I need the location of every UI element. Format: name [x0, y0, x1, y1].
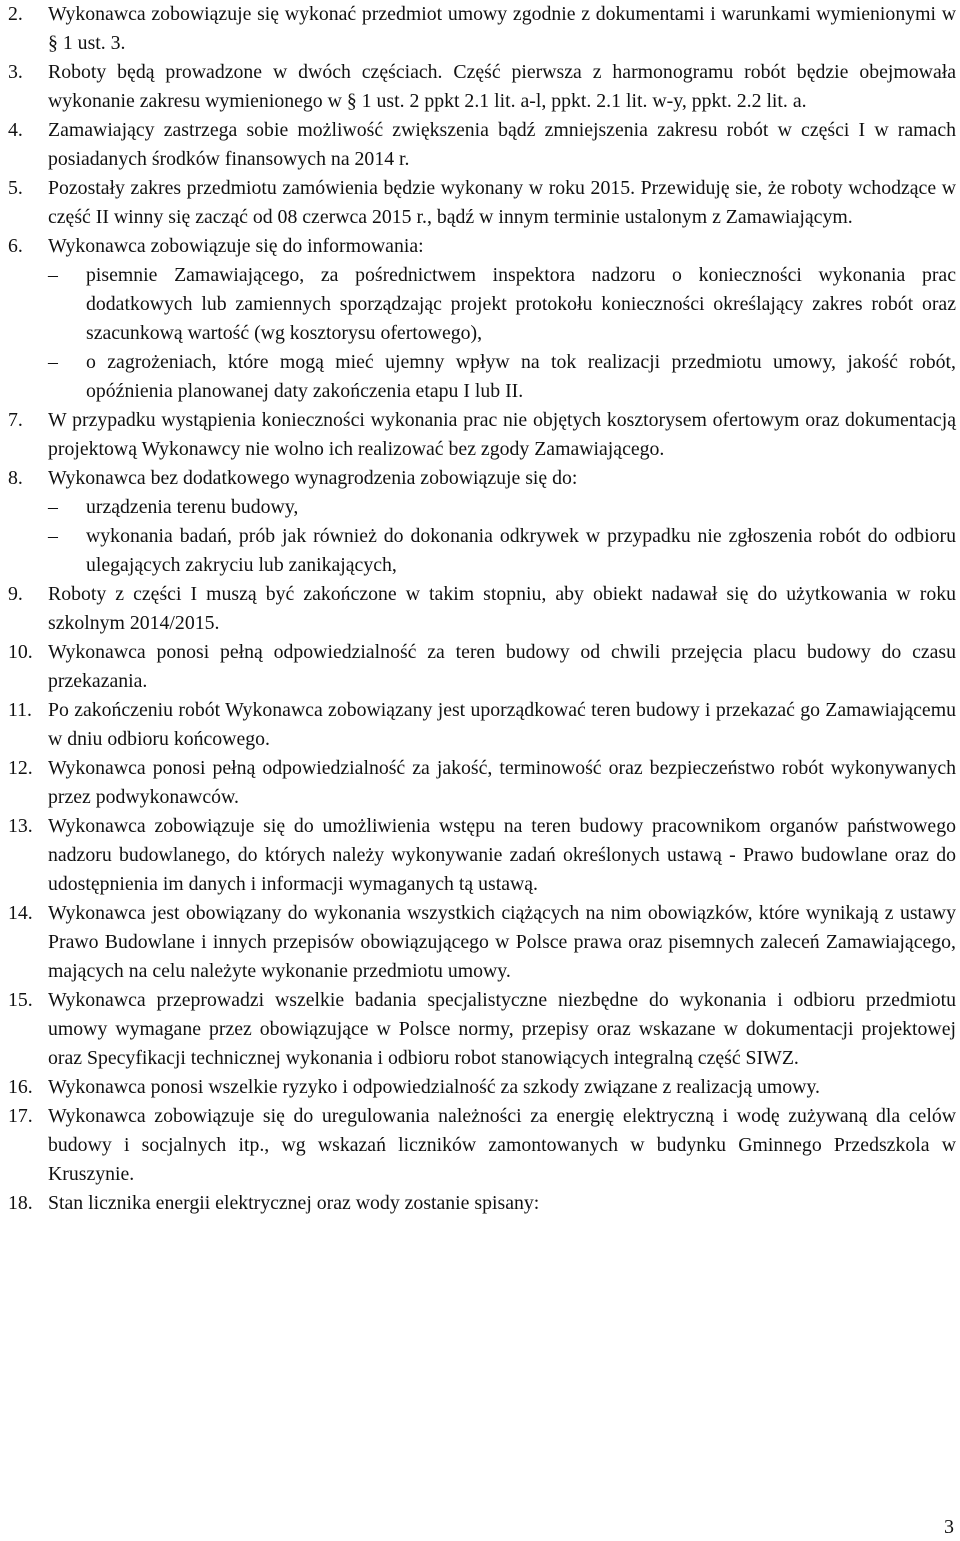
item-number: 8. — [8, 467, 23, 489]
item-text: Wykonawca ponosi pełną odpowiedzialność za jakość, terminowość oraz bezpieczeństwo robót wykonywanych przez podwykonawców. — [48, 757, 956, 808]
item-text: Wykonawca zobowiązuje się do informowania: — [48, 235, 424, 257]
item-number: 7. — [8, 409, 23, 431]
item-number: 13. — [8, 815, 33, 837]
list-item — [8, 638, 956, 696]
item-number: 18. — [8, 1192, 33, 1214]
item-text: Wykonawca jest obowiązany do wykonania wszystkich ciążących na nim obowiązków, które wynikają z ustawy Prawo Budowlane i innych przepisów obowiązującego w Polsce prawa oraz pisemnych zaleceń Zamawiającego, mających na celu należyte wykonanie przedmiotu umowy. — [48, 902, 956, 982]
item-number: 16. — [8, 1076, 33, 1098]
item-text: Wykonawca zobowiązuje się do umożliwienia wstępu na teren budowy pracownikom organów państwowego nadzoru budowlanego, do których należy wykonywanie zadań określonych ustawą - Prawo budowlane oraz do udostępnienia im danych i informacji wymaganych tą ustawą. — [48, 815, 956, 895]
item-number: 12. — [8, 757, 33, 779]
item-number: 3. — [8, 61, 23, 83]
dash-marker: – — [48, 264, 58, 286]
dash-list — [48, 261, 956, 406]
page-number: 3 — [944, 1516, 954, 1538]
dash-marker: – — [48, 525, 58, 547]
list-item — [8, 899, 956, 986]
dash-item-text: urządzenia terenu budowy, — [86, 496, 299, 518]
dash-list-item — [48, 493, 956, 522]
item-number: 6. — [8, 235, 23, 257]
item-text: Roboty z części I muszą być zakończone w takim stopniu, aby obiekt nadawał się do użytkowania w roku szkolnym 2014/2015. — [48, 583, 956, 634]
dash-item-text: o zagrożeniach, które mogą mieć ujemny wpływ na tok realizacji przedmiotu umowy, jakość robót, opóźnienia planowanej daty zakończenia etapu I lub II. — [86, 351, 956, 402]
item-number: 11. — [8, 699, 32, 721]
list-item — [8, 0, 956, 58]
list-item — [8, 464, 956, 580]
item-text: Stan licznika energii elektrycznej oraz wody zostanie spisany: — [48, 1192, 540, 1214]
item-text: Po zakończeniu robót Wykonawca zobowiązany jest uporządkować teren budowy i przekazać go Zamawiającemu w dniu odbioru końcowego. — [48, 699, 956, 750]
item-number: 10. — [8, 641, 33, 663]
dash-list — [48, 493, 956, 580]
item-number: 15. — [8, 989, 33, 1011]
list-item — [8, 1102, 956, 1189]
list-item — [8, 58, 956, 116]
dash-marker: – — [48, 351, 58, 373]
item-text: Roboty będą prowadzone w dwóch częściach. Część pierwsza z harmonogramu robót będzie obejmowała wykonanie zakresu wymienionego w § 1 ust. 2 ppkt 2.1 lit. a-l, ppkt. 2.1 lit. w-y, ppkt. 2.2 lit. a. — [48, 61, 956, 112]
item-text: Wykonawca przeprowadzi wszelkie badania specjalistyczne niezbędne do wykonania i odbioru przedmiotu umowy wymagane przez obowiązujące w Polsce normy, przepisy oraz wskazane w dokumentacji projektowej oraz Specyfikacji technicznej wykonania i odbioru robot stanowiących integralną część SIWZ. — [48, 989, 956, 1069]
list-item — [8, 232, 956, 406]
item-text: Zamawiający zastrzega sobie możliwość zwiększenia bądź zmniejszenia zakresu robót w części I w ramach posiadanych środków finansowych na 2014 r. — [48, 119, 956, 170]
item-number: 2. — [8, 3, 23, 25]
item-text: Wykonawca zobowiązuje się do uregulowania należności za energię elektryczną i wodę zużywaną dla celów budowy i socjalnych itp., wg wskazań liczników zamontowanych w budynku Gminnego Przedszkola w Kruszynie. — [48, 1105, 956, 1185]
item-text: Wykonawca zobowiązuje się wykonać przedmiot umowy zgodnie z dokumentami i warunkami wymienionymi w § 1 ust. 3. — [48, 3, 956, 54]
list-item — [8, 174, 956, 232]
list-item — [8, 986, 956, 1073]
item-text: W przypadku wystąpienia konieczności wykonania prac nie objętych kosztorysem ofertowym oraz dokumentacją projektową Wykonawcy nie wolno ich realizować bez zgody Zamawiającego. — [48, 409, 956, 460]
dash-list-item — [48, 522, 956, 580]
list-item — [8, 580, 956, 638]
item-number: 14. — [8, 902, 33, 924]
list-item — [8, 116, 956, 174]
item-text: Wykonawca bez dodatkowego wynagrodzenia zobowiązuje się do: — [48, 467, 578, 489]
numbered-list — [8, 0, 956, 1218]
list-item — [8, 1073, 956, 1102]
dash-marker: – — [48, 496, 58, 518]
dash-list-item — [48, 261, 956, 348]
list-item — [8, 1189, 956, 1218]
item-text: Wykonawca ponosi pełną odpowiedzialność za teren budowy od chwili przejęcia placu budowy do czasu przekazania. — [48, 641, 956, 692]
list-item — [8, 812, 956, 899]
list-item — [8, 754, 956, 812]
item-number: 9. — [8, 583, 23, 605]
dash-item-text: wykonania badań, prób jak również do dokonania odkrywek w przypadku nie zgłoszenia robót do odbioru ulegających zakryciu lub zanikających, — [86, 525, 956, 576]
list-item — [8, 406, 956, 464]
item-number: 4. — [8, 119, 23, 141]
item-number: 5. — [8, 177, 23, 199]
dash-item-text: pisemnie Zamawiającego, za pośrednictwem inspektora nadzoru o konieczności wykonania prac dodatkowych lub zamiennych sporządzając projekt protokołu konieczności określający zakres robót oraz szacunkową wartość (wg kosztorysu ofertowego), — [86, 264, 956, 344]
list-item — [8, 696, 956, 754]
item-number: 17. — [8, 1105, 33, 1127]
item-text: Wykonawca ponosi wszelkie ryzyko i odpowiedzialność za szkody związane z realizacją umowy. — [48, 1076, 820, 1098]
dash-list-item — [48, 348, 956, 406]
item-text: Pozostały zakres przedmiotu zamówienia będzie wykonany w roku 2015. Przewiduję sie, że roboty wchodzące w część II winny się zacząć od 08 czerwca 2015 r., bądź w innym terminie ustalonym z Zamawiającym. — [48, 177, 956, 228]
